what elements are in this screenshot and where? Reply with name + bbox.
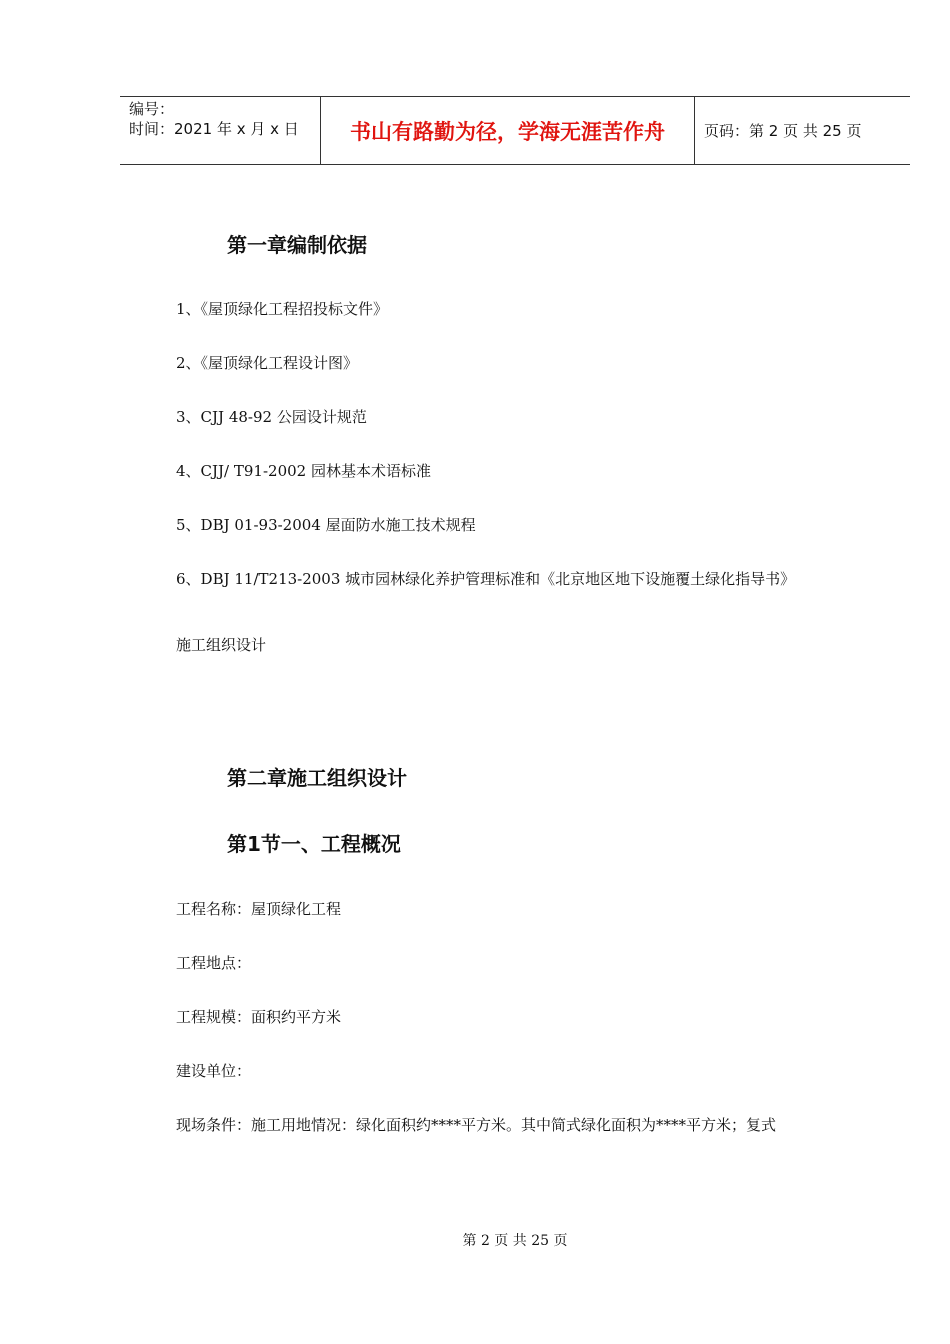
- header-page-info: 页码：第 2 页 共 25 页: [704, 122, 862, 140]
- reference-item: 6、DBJ 11/T213-2003 城市园林绿化养护管理标准和《北京地区地下设施覆土绿化指导书》: [176, 570, 796, 588]
- section-1-title: 第1节一、工程概况: [227, 832, 401, 856]
- trailing-text: 施工组织设计: [176, 636, 267, 654]
- project-location-line: 工程地点：: [176, 954, 252, 972]
- reference-item: 5、DBJ 01-93-2004 屋面防水施工技术规程: [176, 516, 476, 534]
- builder-line: 建设单位：: [176, 1062, 252, 1080]
- time-label: 时间：2021 年 x 月 x 日: [129, 120, 299, 138]
- project-name-line: 工程名称：屋顶绿化工程: [176, 900, 342, 918]
- site-conditions-line: 现场条件：施工用地情况：绿化面积约****平方米。其中简式绿化面积为****平方米；复式: [176, 1116, 777, 1134]
- header-meta: [120, 97, 321, 164]
- page-header: [120, 96, 910, 165]
- reference-item: 3、CJJ 48-92 公园设计规范: [176, 408, 367, 426]
- reference-item: 4、CJJ/ T91-2002 园林基本术语标准: [176, 462, 431, 480]
- chapter-2-title: 第二章施工组织设计: [227, 766, 407, 790]
- reference-item: 2、《屋顶绿化工程设计图》: [176, 354, 359, 372]
- project-scale-line: 工程规模：面积约平方米: [176, 1008, 342, 1026]
- reference-item: 1、《屋顶绿化工程招投标文件》: [176, 300, 389, 318]
- header-motto: 书山有路勤为径，学海无涯苦作舟: [321, 97, 695, 164]
- page-footer: 第 2 页 共 25 页: [462, 1233, 568, 1249]
- chapter-1-title: 第一章编制依据: [227, 233, 367, 257]
- number-label: 编号：: [129, 100, 175, 118]
